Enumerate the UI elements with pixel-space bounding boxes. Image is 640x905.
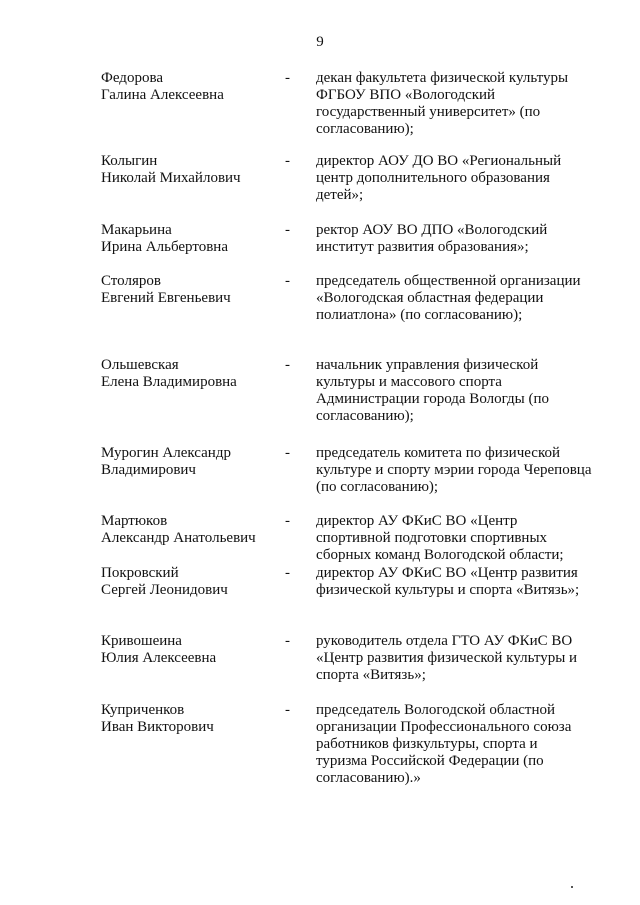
member-name [101,565,281,599]
member-name [101,357,281,391]
member-role: председатель общественной организации «Вологодская областная федерации полиатлона» (по согласованию); [316,273,581,323]
member-surname: Кривошеина [101,633,182,649]
page-number: 9 [316,34,324,50]
member-surname: Ольшевская [101,357,179,373]
dash-separator: - [285,513,290,529]
member-surname: Столяров [101,273,161,289]
member-name [101,153,281,187]
member-given-names: Сергей Леонидович [101,582,228,598]
dash-separator: - [285,445,290,461]
member-given-names: Владимирович [101,462,196,478]
dash-separator: - [285,273,290,289]
member-role: председатель комитета по физической культуре и спорту мэрии города Череповца (по согласованию); [316,445,592,495]
dash-separator: - [285,357,290,373]
member-name [101,273,281,307]
member-given-names: Александр Анатольевич [101,530,256,546]
member-surname: Мурогин Александр [101,445,231,461]
member-given-names: Елена Владимировна [101,374,237,390]
dash-separator: - [285,153,290,169]
dash-separator: - [285,565,290,581]
member-name [101,70,281,104]
member-given-names: Юлия Алексеевна [101,650,217,666]
dash-separator: - [285,70,290,86]
member-surname: Колыгин [101,153,158,169]
member-surname: Куприченков [101,702,185,718]
dash-separator: - [285,222,290,238]
member-role: директор АУ ФКиС ВО «Центр развития физической культуры и спорта «Витязь»; [316,565,580,598]
member-given-names: Ирина Альбертовна [101,239,228,255]
member-role: директор АУ ФКиС ВО «Центр спортивной подготовки спортивных сборных команд Вологодской области; [316,513,564,563]
member-surname: Покровский [101,565,179,581]
member-surname: Макарьина [101,222,172,238]
member-given-names: Иван Викторович [101,719,214,735]
member-name [101,513,281,547]
member-name [101,702,281,736]
member-role: начальник управления физической культуры и массового спорта Администрации города Вологды (по согласованию); [316,357,549,424]
member-surname: Федорова [101,70,163,86]
member-given-names: Галина Алексеевна [101,87,224,103]
member-name [101,445,281,479]
member-name [101,633,281,667]
member-given-names: Николай Михайлович [101,170,241,186]
member-role: декан факультета физической культуры ФГБОУ ВПО «Вологодский государственный университет» (по согласованию); [316,70,569,137]
scan-speck [571,886,573,888]
member-given-names: Евгений Евгеньевич [101,290,231,306]
member-role: директор АОУ ДО ВО «Региональный центр дополнительного образования детей»; [316,153,562,203]
member-role: руководитель отдела ГТО АУ ФКиС ВО «Центр развития физической культуры и спорта «Витязь»; [316,633,578,683]
member-name [101,222,281,256]
dash-separator: - [285,702,290,718]
member-role: председатель Вологодской областной организации Профессионального союза работников физкультуры, спорта и туризма Российской Федерации (по согласованию).» [316,702,572,786]
dash-separator: - [285,633,290,649]
member-role: ректор АОУ ВО ДПО «Вологодский институт развития образования»; [316,222,548,255]
member-surname: Мартюков [101,513,168,529]
